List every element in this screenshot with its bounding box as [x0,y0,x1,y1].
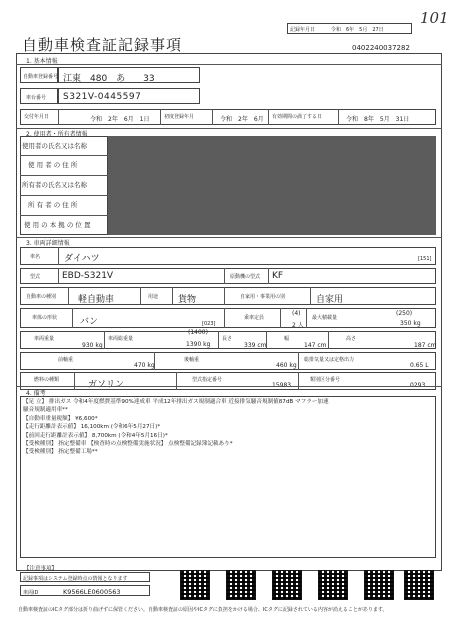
remark-line: 【自動車重量税額】 ¥6,600* [23,415,98,422]
remark-line: 【前回走行距離計表示値】 8,700km (令和4年5月16日)* [23,432,168,439]
front-axle-value: 470 kg [134,362,155,369]
user-address-label: 使 用 者 の 住 所 [28,161,78,169]
front-axle-label: 前軸重 [58,357,74,363]
max-load-paren: (250) [396,310,413,317]
remark-line: 【受検種別】 指定整備工場** [23,449,98,456]
height-value: 187 cm [414,342,437,349]
width-value: 147 cm [304,342,327,349]
record-date-box [287,23,412,34]
fuel-label: 燃料の種類 [34,377,60,383]
engine-label: 原動機の型式 [230,274,261,280]
displacement-label: 総排気量又は定格出力 [304,357,355,363]
type-no-label: 型式指定番号 [192,377,223,383]
remark-line: 【走行距離計表示値】 16,100km (令和6年5月27日)* [23,424,161,431]
qr-code [318,570,348,600]
body-code: [023] [202,321,216,327]
model-value: EBD-S321V [62,271,114,281]
first-reg-label: 初度登録年月 [164,114,195,120]
weight-value: 930 kg [82,342,103,349]
section-3-heading: 3. 車両詳細情報 [26,240,70,247]
engine-value: KF [272,271,284,281]
gross-value: 1390 kg [186,341,211,348]
reg-no-label-cell [20,67,58,83]
base-location-label: 使 用 の 本 拠 の 位 置 [24,221,91,229]
use-value: 貨物 [178,295,197,305]
expiry-label: 有効期間の満了する日 [272,114,323,120]
displacement-value: 0.65 L [410,362,429,369]
rear-axle-value: 460 kg [276,362,297,369]
chassis-cell [58,88,200,104]
notice-text: 記録事項はシステム登録時点の情報となります [23,576,128,582]
use-label: 用途 [148,294,159,300]
issue-value: 令和 2年 6月 1日 [90,116,150,123]
owner-name-label: 所有者の氏名又は名称 [22,181,87,189]
maker-value: ダイハツ [64,254,100,264]
remark-line: 【受検種別】 指定整備車 【検査時の点検整備実施状況】 点検整備記録簿記載あり* [23,441,233,448]
vehicle-id-label: 車両ID [23,590,39,596]
section-1-heading: 1. 基本情報 [26,58,58,65]
remark-line: 騒音規制適用車** [23,407,68,414]
private-label: 自家用・事業用の別 [240,294,286,300]
body-label: 車体の形状 [32,315,58,321]
class-no-value: 0293 [410,382,426,389]
length-value: 339 cm [244,342,267,349]
width-label: 幅 [284,336,290,342]
section-4-heading: 4. 備考 [26,390,46,397]
reg-no-value: 江東 480 あ 33 [63,74,155,84]
page-title: 自動車検査証記録事項 [22,36,183,54]
capacity-label: 乗車定員 [244,315,265,321]
private-value: 自家用 [316,295,344,305]
fuel-row [20,372,436,390]
section-2-heading: 2. 使用者・所有者情報 [26,131,88,138]
reg-no-cell [58,67,200,83]
qr-code [180,570,210,600]
maker-label: 車名 [30,254,41,260]
user-name-label: 使用者の氏名又は名称 [22,142,87,150]
issue-label: 交付年月日 [24,114,50,120]
length-label: 長さ [222,336,233,342]
qr-code [226,570,256,600]
gross-paren: (1400) [188,329,208,336]
axle-row [20,352,436,370]
fuel-value: ガソリン [88,380,125,390]
max-load-value: 350 kg [400,320,421,327]
height-label: 高さ [346,336,357,342]
owner-address-label: 所 有 者 の 住 所 [28,201,78,209]
body-value: バン [80,317,99,327]
notice-heading: 【注意事項】 [24,566,58,572]
notice-box [20,572,150,582]
model-label: 型式 [30,274,41,280]
weight-label: 車両重量 [34,336,55,342]
record-date-label: 記録年月日 [290,27,316,33]
maker-code: [151] [418,256,432,262]
vehicle-id-box [20,585,150,596]
chassis-value: S321V-0445597 [63,92,142,102]
rear-axle-label: 後軸重 [184,357,200,363]
class-no-label: 類別区分番号 [310,377,341,383]
qr-code [404,570,434,600]
chassis-label: 車台番号 [26,95,47,101]
redacted-owner-info [108,136,436,235]
document-number: 0402240037282 [352,44,410,52]
kind-value: 軽自動車 [78,295,115,305]
qr-code [364,570,394,600]
kind-label: 自動車の種別 [26,294,57,300]
max-load-label: 最大積載量 [312,315,338,321]
qr-code [272,570,302,600]
reg-no-label: 自動車登録番号 [23,74,59,80]
footer-note: 自動車検査証のICタグ部分は折り曲げずに保管ください。自動車検査証の原因やICタグに負担をかける場合、ICタグに記録されている内容が消えることがあります。 [18,607,388,613]
expiry-value: 令和 8年 5月 31日 [346,116,410,123]
chassis-label-cell [20,88,58,104]
type-no-value: 15983 [272,382,292,389]
handwritten-page-mark: 101 [420,9,449,27]
remark-line: 【足 立】 排出ガス 令和4年度燃費基準90%達成車 平成12年排出ガス規制適合車 近接排気騒音規制値87dB マフラー加速 [23,399,329,405]
remarks-lines [23,398,433,457]
first-reg-value: 令和 2年 6月 [220,116,264,123]
record-date-value: 令和 6年 5月 27日 [331,27,384,33]
vehicle-id-value: K9566LE0600563 [63,588,121,596]
capacity-value: 2 人 [292,322,304,329]
gross-label: 車両総重量 [108,336,134,342]
capacity-paren: (4) [292,310,301,317]
